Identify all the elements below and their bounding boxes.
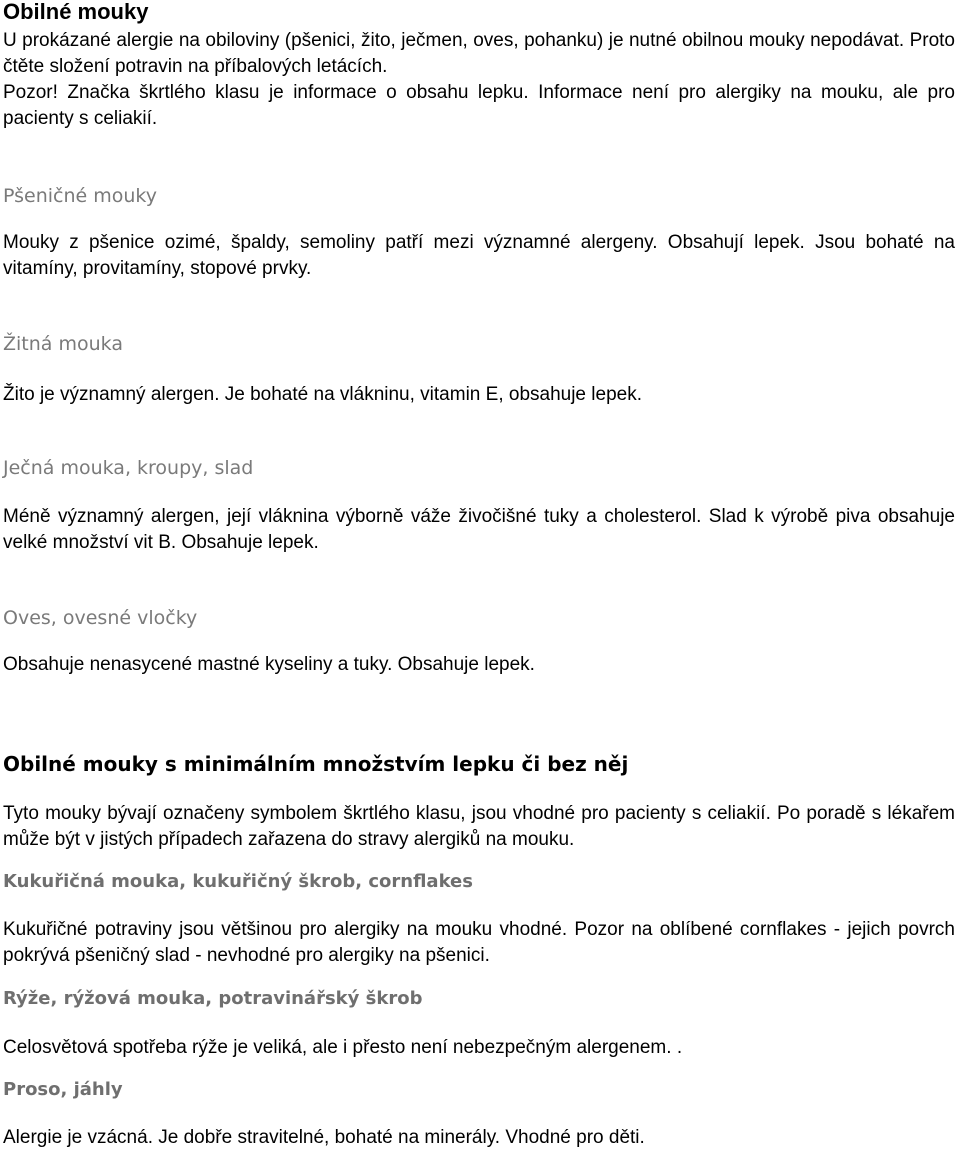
section-text-rye: Žito je významný alergen. Je bohaté na vlákninu, vitamin E, obsahuje lepek. — [3, 384, 642, 405]
low-gluten-intro: Tyto mouky bývají označeny symbolem škrtlého klasu, jsou vhodné pro pacienty s celiakií. Po poradě s lékařem může být v jistých případech zařazena do stravy alergiků na mouku. — [3, 803, 955, 850]
intro-paragraph-2: Pozor! Značka škrtlého klasu je informace o obsahu lepku. Informace není pro alergiky na mouku, ale pro pacienty s celiakií. — [3, 82, 955, 129]
section-heading-barley: Ječná mouka, kroupy, slad — [3, 457, 254, 479]
section-text-wheat: Mouky z pšenice ozimé, špaldy, semoliny patří mezi významné alergeny. Obsahují lepek. Jsou bohaté na vitamíny, provitamíny, stopové prvky. — [3, 232, 955, 279]
section-heading-rice: Rýže, rýžová mouka, potravinářský škrob — [3, 988, 423, 1009]
section-text-millet: Alergie je vzácná. Je dobře stravitelné, bohaté na minerály. Vhodné pro děti. — [3, 1127, 645, 1148]
section-text-corn: Kukuřičné potraviny jsou většinou pro alergiky na mouku vhodné. Pozor na oblíbené cornflakes - jejich povrch pokrývá pšeničný slad - nevhodné pro alergiky na pšenici. — [3, 919, 955, 966]
page-title: Obilné mouky — [3, 0, 149, 24]
section-text-barley: Méně významný alergen, její vláknina výborně váže živočišné tuky a cholesterol. Slad k výrobě piva obsahuje velké množství vit B. Obsahuje lepek. — [3, 506, 955, 553]
section-heading-millet: Proso, jáhly — [3, 1079, 123, 1100]
section-heading-corn: Kukuřičná mouka, kukuřičný škrob, cornflakes — [3, 871, 473, 892]
intro-paragraph-1: U prokázané alergie na obiloviny (pšenici, žito, ječmen, oves, pohanku) je nutné obilnou mouky nepodávat. Proto čtěte složení potravin na příbalových letácích. — [3, 30, 955, 77]
section-heading-wheat: Pšeničné mouky — [3, 185, 157, 207]
section-title-low-gluten: Obilné mouky s minimálním množstvím lepku či bez něj — [3, 752, 629, 776]
section-text-oats: Obsahuje nenasycené mastné kyseliny a tuky. Obsahuje lepek. — [3, 654, 535, 675]
section-heading-rye: Žitná mouka — [3, 333, 123, 355]
section-text-rice: Celosvětová spotřeba rýže je veliká, ale i přesto není nebezpečným alergenem. . — [3, 1037, 683, 1058]
section-heading-oats: Oves, ovesné vločky — [3, 607, 198, 629]
